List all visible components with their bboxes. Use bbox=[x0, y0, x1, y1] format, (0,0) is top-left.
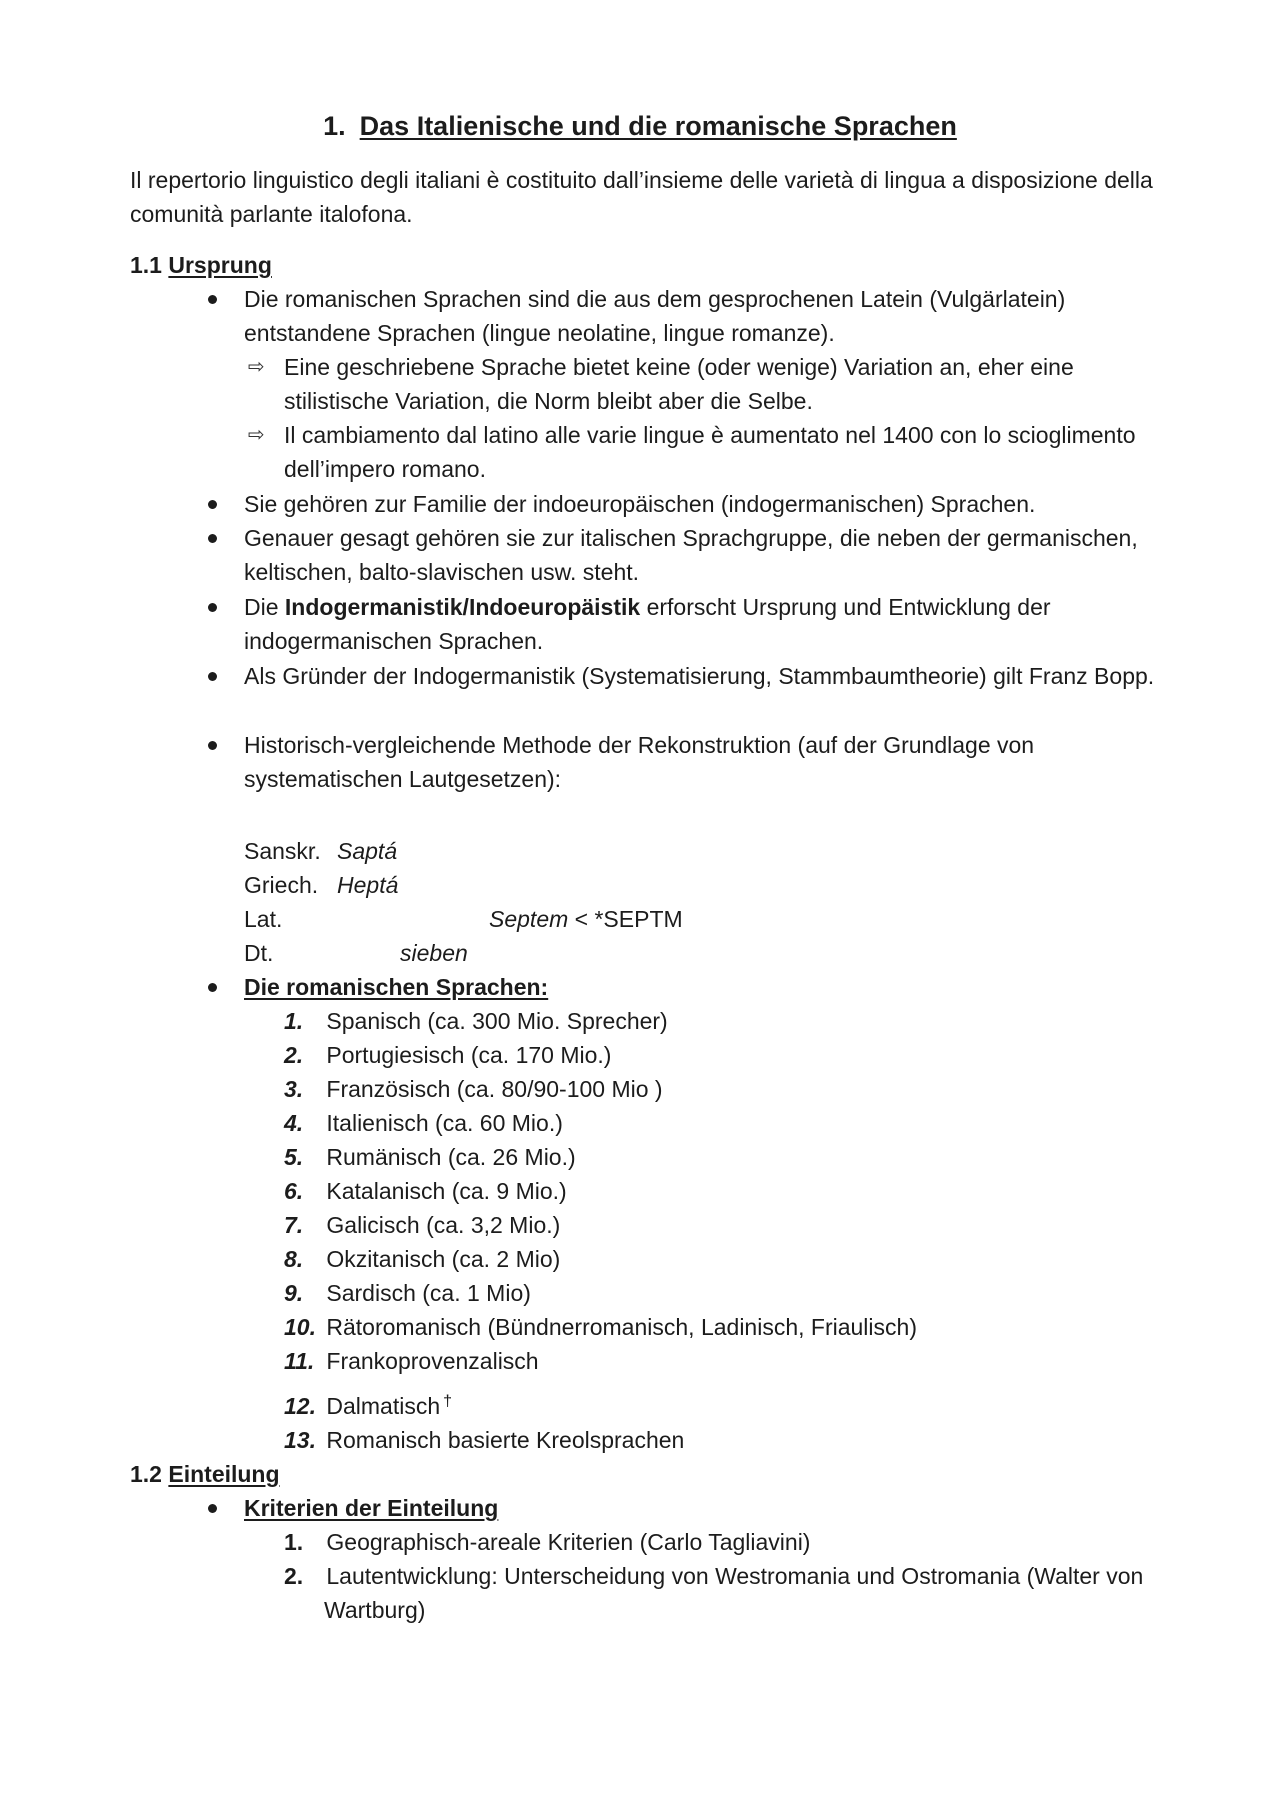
dagger-icon: † bbox=[443, 1393, 453, 1410]
bullet-dot-icon bbox=[208, 295, 217, 304]
example-word-lat-rest: < *SEPTM bbox=[568, 906, 683, 932]
title-number: 1. bbox=[323, 111, 346, 141]
list-item: 6. Katalanisch (ca. 9 Mio.) bbox=[284, 1178, 567, 1204]
example-word-sanskr: Saptá bbox=[337, 838, 398, 864]
bullet-item bbox=[244, 659, 1164, 693]
languages-heading: Die romanischen Sprachen: bbox=[244, 974, 549, 1000]
bullet-dot-icon bbox=[208, 534, 217, 543]
list-item: 7. Galicisch (ca. 3,2 Mio.) bbox=[284, 1212, 561, 1238]
criteria-heading: Kriterien der Einteilung bbox=[244, 1495, 499, 1521]
section-heading-ursprung bbox=[130, 248, 272, 282]
list-item: 4. Italienisch (ca. 60 Mio.) bbox=[284, 1110, 563, 1136]
arrow-right-icon: ⇨ bbox=[248, 356, 265, 378]
example-label-sanskr: Sanskr. bbox=[244, 838, 321, 864]
bullet-item-languages bbox=[244, 970, 1164, 1004]
bullet-item bbox=[244, 728, 1164, 796]
example-word-lat bbox=[489, 902, 683, 936]
list-item: 1. Geographisch-areale Kriterien (Carlo Tagliavini) bbox=[284, 1529, 811, 1555]
list-item: 2. Lautentwicklung: Unterscheidung von Westromania und Ostromania (Walter von Wartburg) bbox=[284, 1563, 1144, 1623]
bullet-item bbox=[244, 521, 1164, 589]
bullet-dot-icon bbox=[208, 1504, 217, 1513]
bullet-dot-icon bbox=[208, 603, 217, 612]
section-number: 1.1 bbox=[130, 252, 162, 278]
bullet-item bbox=[244, 282, 1164, 350]
bullet-text: Sie gehören zur Familie der indoeuropäischen (indogermanischen) Sprachen. bbox=[244, 491, 1036, 517]
list-item: 3. Französisch (ca. 80/90-100 Mio ) bbox=[284, 1076, 663, 1102]
bullet-text: Historisch-vergleichende Methode der Rekonstruktion (auf der Grundlage von systematischen Lautgesetzen): bbox=[244, 732, 1035, 792]
example-label-lat: Lat. bbox=[244, 906, 283, 932]
section-title: Einteilung bbox=[168, 1461, 280, 1487]
list-item: 8. Okzitanisch (ca. 2 Mio) bbox=[284, 1246, 561, 1272]
bullet-text-bold: Indogermanistik/Indoeuropäistik bbox=[284, 594, 641, 620]
section-heading-einteilung bbox=[130, 1457, 280, 1491]
example-word-griech: Heptá bbox=[337, 872, 399, 898]
bullet-text: Genauer gesagt gehören sie zur italischen Sprachgruppe, die neben der germanischen, keltischen, balto-slavischen usw. steht. bbox=[244, 525, 1138, 585]
example-word-dt: sieben bbox=[400, 940, 468, 966]
list-item: 9. Sardisch (ca. 1 Mio) bbox=[284, 1280, 531, 1306]
arrow-right-icon: ⇨ bbox=[248, 424, 265, 446]
title-text: Das Italienische und die romanische Sprachen bbox=[359, 111, 957, 141]
example-label-dt: Dt. bbox=[244, 940, 274, 966]
example-label-griech: Griech. bbox=[244, 872, 319, 898]
example-word-lat-italic: Septem bbox=[489, 906, 569, 932]
bullet-item bbox=[244, 487, 1164, 521]
bullet-text: Die romanischen Sprachen sind die aus dem gesprochenen Latein (Vulgärlatein) entstandene Sprachen (lingue neolatine, lingue romanze). bbox=[244, 286, 1066, 346]
list-item: 1. Spanisch (ca. 300 Mio. Sprecher) bbox=[284, 1008, 668, 1034]
list-item: 10. Rätoromanisch (Bündnerromanisch, Ladinisch, Friaulisch) bbox=[284, 1314, 917, 1340]
bullet-dot-icon bbox=[208, 500, 217, 509]
bullet-item-criteria bbox=[244, 1491, 1164, 1525]
bullet-text-pre: Die bbox=[244, 594, 285, 620]
bullet-dot-icon bbox=[208, 672, 217, 681]
list-item: 11. Frankoprovenzalisch bbox=[284, 1348, 539, 1374]
section-title: Ursprung bbox=[168, 252, 272, 278]
list-item: 5. Rumänisch (ca. 26 Mio.) bbox=[284, 1144, 576, 1170]
bullet-dot-icon bbox=[208, 983, 217, 992]
intro-paragraph: Il repertorio linguistico degli italiani è costituito dall’insieme delle varietà di lingua a disposizione della comunità parlante italofona. bbox=[130, 167, 1153, 227]
sub-bullet-item bbox=[248, 418, 1164, 486]
bullet-text-post: erforscht Ursprung und Entwicklung der indogermanischen Sprachen. bbox=[244, 594, 1051, 654]
list-item: 13. Romanisch basierte Kreolsprachen bbox=[284, 1427, 685, 1453]
sub-bullet-text: Il cambiamento dal latino alle varie lingue è aumentato nel 1400 con lo scioglimento dell’impero romano. bbox=[284, 422, 1136, 482]
list-item: 2. Portugiesisch (ca. 170 Mio.) bbox=[284, 1042, 612, 1068]
page-title bbox=[0, 108, 1280, 144]
section-number: 1.2 bbox=[130, 1461, 162, 1487]
sub-bullet-item bbox=[248, 350, 1164, 418]
bullet-item bbox=[244, 590, 1164, 658]
list-item: 12. Dalmatisch † bbox=[284, 1393, 453, 1419]
bullet-text: Als Gründer der Indogermanistik (Systematisierung, Stammbaumtheorie) gilt Franz Bopp. bbox=[244, 663, 1155, 689]
bullet-dot-icon bbox=[208, 741, 217, 750]
sub-bullet-text: Eine geschriebene Sprache bietet keine (oder wenige) Variation an, eher eine stilistische Variation, die Norm bleibt aber die Selbe. bbox=[284, 354, 1074, 414]
